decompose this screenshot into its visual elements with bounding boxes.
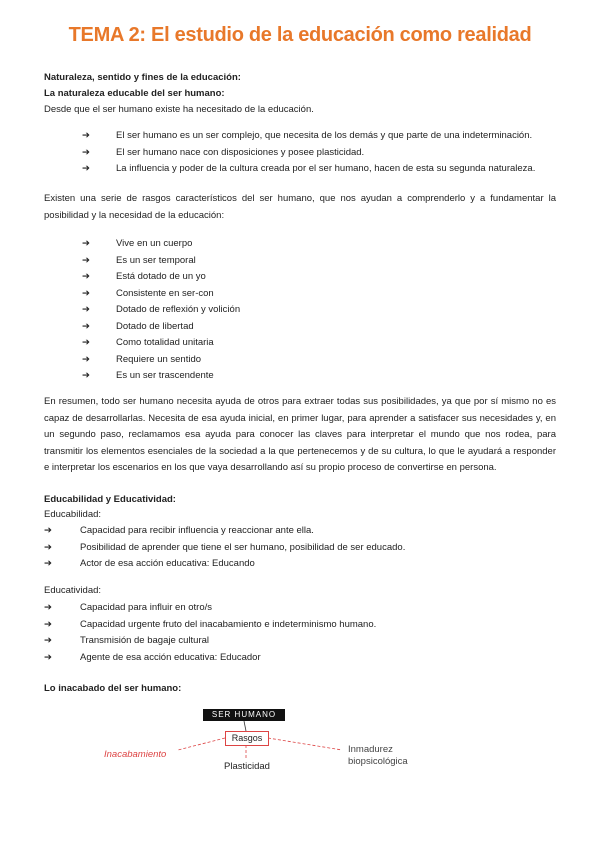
diagram-node-biopsicologica: biopsicológica xyxy=(348,756,408,767)
arrow-icon: ➔ xyxy=(44,635,52,646)
section-heading-inacabado: Lo inacabado del ser humano: xyxy=(44,683,182,694)
list-item: ➔ Está dotado de un yo xyxy=(82,269,382,286)
list-item: ➔ Requiere un sentido xyxy=(82,352,382,369)
list-item: ➔ Capacidad urgente fruto del inacabamiento e indeterminismo humano. xyxy=(44,617,544,634)
arrow-icon: ➔ xyxy=(82,337,90,348)
arrow-icon: ➔ xyxy=(82,287,90,299)
connector-top xyxy=(244,721,246,731)
list-item: ➔ Consistente en ser-con xyxy=(82,286,382,303)
arrow-icon: ➔ xyxy=(82,320,90,332)
arrow-icon: ➔ xyxy=(82,271,90,282)
educatividad-list xyxy=(44,600,544,666)
list-item: ➔ La influencia y poder de la cultura creada por el ser humano, hacen de esta su segunda naturaleza. xyxy=(82,161,562,178)
arrow-icon: ➔ xyxy=(82,130,90,141)
diagram-node-ser-humano: SER HUMANO xyxy=(203,709,285,721)
list-item: ➔ El ser humano nace con disposiciones y posee plasticidad. xyxy=(82,145,562,162)
arrow-icon: ➔ xyxy=(82,163,90,174)
intro-text: Desde que el ser humano existe ha necesitado de la educación. xyxy=(44,104,314,115)
connector-right xyxy=(268,738,342,750)
arrow-icon: ➔ xyxy=(44,618,52,630)
connector-left xyxy=(178,738,225,750)
list-item: ➔ Capacidad para recibir influencia y reaccionar ante ella. xyxy=(44,523,544,540)
arrow-icon: ➔ xyxy=(82,254,90,266)
list-item: ➔ Dotado de reflexión y volición xyxy=(82,302,382,319)
bullet-list-ser-humano xyxy=(82,128,562,178)
rasgos-intro-paragraph: Existen una serie de rasgos característicos del ser humano, que nos ayudan a comprenderlo y a fundamentar la posibilidad y la necesidad de la educación: xyxy=(44,193,556,221)
arrow-icon: ➔ xyxy=(44,602,52,613)
list-item: ➔ Actor de esa acción educativa: Educando xyxy=(44,556,544,573)
list-item: ➔ Como totalidad unitaria xyxy=(82,335,382,352)
subheading-naturaleza-educable: La naturaleza educable del ser humano: xyxy=(44,88,225,99)
diagram-node-plasticidad: Plasticidad xyxy=(224,761,270,772)
diagram-node-inacabamiento: Inacabamiento xyxy=(104,749,167,760)
list-item: ➔ Capacidad para influir en otro/s xyxy=(44,600,544,617)
list-item: ➔ Transmisión de bagaje cultural xyxy=(44,633,544,650)
rasgos-list xyxy=(82,236,382,385)
list-item: ➔ Posibilidad de aprender que tiene el ser humano, posibilidad de ser educado. xyxy=(44,540,544,557)
arrow-icon: ➔ xyxy=(44,651,52,663)
diagram-node-rasgos: Rasgos xyxy=(225,731,269,746)
list-item: ➔ Es un ser trascendente xyxy=(82,368,382,385)
educatividad-label: Educatividad: xyxy=(44,585,102,596)
arrow-icon: ➔ xyxy=(82,304,90,315)
list-item: ➔ El ser humano es un ser complejo, que necesita de los demás y que parte de una indeterminación. xyxy=(82,128,562,145)
list-item: ➔ Dotado de libertad xyxy=(82,319,382,336)
diagram-node-inmadurez: Inmadurez xyxy=(348,744,393,755)
educabilidad-list xyxy=(44,523,544,573)
arrow-icon: ➔ xyxy=(82,238,90,249)
educabilidad-label: Educabilidad: xyxy=(44,509,102,520)
section-heading-educabilidad: Educabilidad y Educatividad: xyxy=(44,494,176,505)
list-item: ➔ Es un ser temporal xyxy=(82,253,382,270)
arrow-icon: ➔ xyxy=(44,525,52,536)
arrow-icon: ➔ xyxy=(82,370,90,381)
section-heading-naturaleza: Naturaleza, sentido y fines de la educación: xyxy=(44,72,241,83)
summary-paragraph: En resumen, todo ser humano necesita ayuda de otros para extraer todas sus posibilidades, ya que por sí mismo no es capaz de desarrollarlas. Necesita de esa ayuda inicial, en primer lugar, para aprender a satisfacer sus necesidades y, en un segundo paso, reclamamos esa ayuda para conocer las claves para interpretar el mundo que nos rodea, para transmitir los elementos esenciales de la sociedad a la que pertenecemos y de su cultura, lo que le ayudará a responder e interpretar los escenarios en los que vaya desarrollando así su propio proceso de convertirse en persona. xyxy=(44,396,556,473)
concept-diagram xyxy=(0,700,600,780)
page-title: TEMA 2: El estudio de la educación como realidad xyxy=(68,24,532,46)
arrow-icon: ➔ xyxy=(82,146,90,158)
list-item: ➔ Vive en un cuerpo xyxy=(82,236,382,253)
list-item: ➔ Agente de esa acción educativa: Educador xyxy=(44,650,544,667)
arrow-icon: ➔ xyxy=(82,353,90,365)
diagram-connectors xyxy=(0,700,600,780)
arrow-icon: ➔ xyxy=(44,558,52,569)
arrow-icon: ➔ xyxy=(44,541,52,553)
